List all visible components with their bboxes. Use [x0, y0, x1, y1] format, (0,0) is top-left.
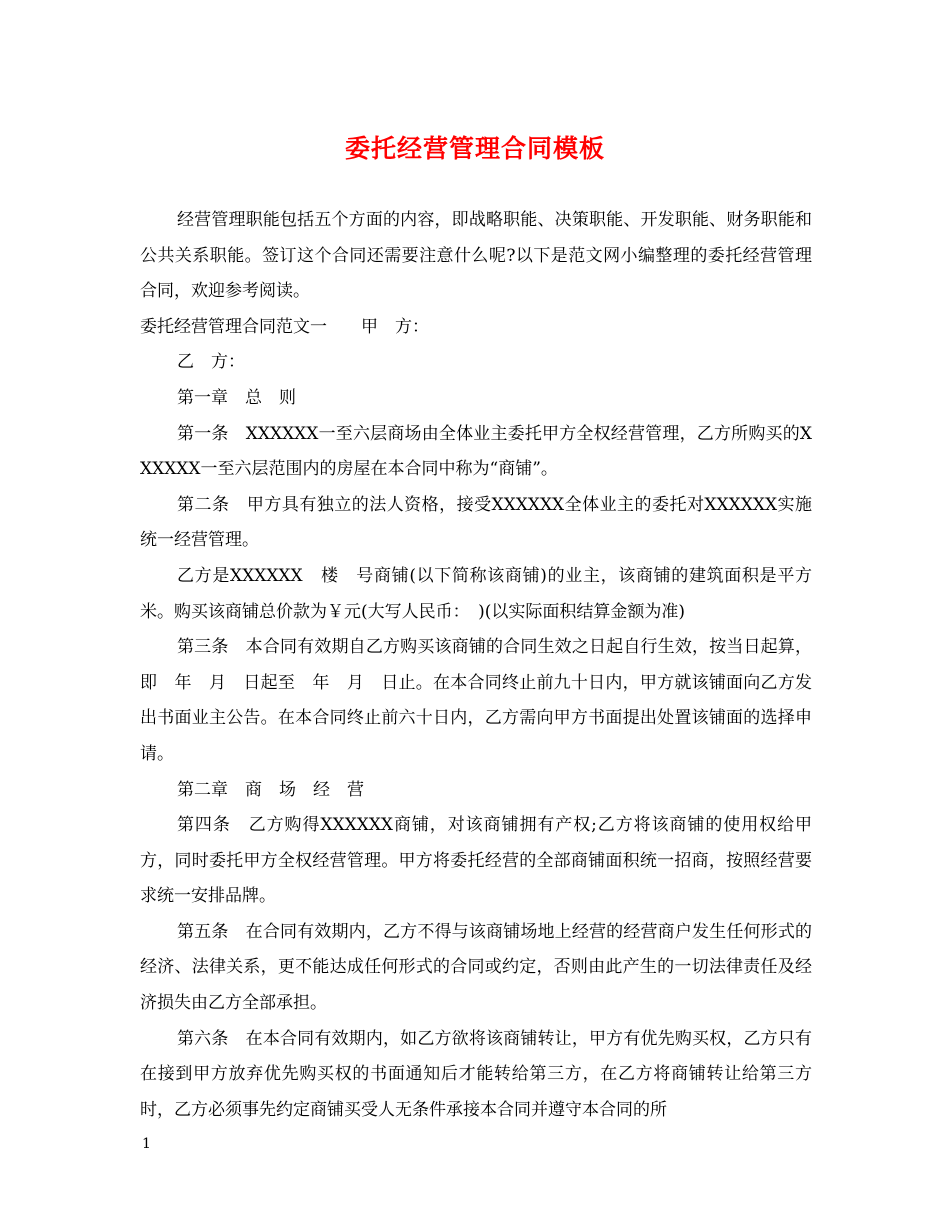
page-number: 1 — [142, 1136, 151, 1152]
paragraph: 第三条 本合同有效期自乙方购买该商铺的合同生效之日起自行生效，按当日起算，即 年 月 日起至 年 月 日止。在本合同终止前九十日内，甲方就该铺面向乙方发出书面业主公告。在本合同终止前六十日内，乙方需向甲方书面提出处置该铺面的选择申请。 — [140, 637, 812, 764]
chapter-heading: 第一章 总 则 — [177, 387, 296, 408]
paragraph: 第六条 在本合同有效期内，如乙方欲将该商铺转让，甲方有优先购买权，乙方只有在接到甲方放弃优先购买权的书面通知后才能转给第三方，在乙方将商铺转让给第三方时，乙方必须事先约定商铺买受人无条件承接本合同并遵守本合同的所 — [140, 1028, 812, 1120]
paragraph: 经营管理职能包括五个方面的内容，即战略职能、决策职能、开发职能、财务职能和公共关系职能。签订这个合同还需要注意什么呢?以下是范文网小编整理的委托经营管理合同，欢迎参考阅读。 — [140, 210, 812, 302]
paragraph: 第一条 XXXXXX一至六层商场由全体业主委托甲方全权经营管理，乙方所购买的XXXXXX一至六层范围内的房屋在本合同中称为“商铺”。 — [140, 423, 812, 480]
chapter-heading: 第二章 商 场 经 营 — [177, 779, 364, 800]
document-body — [140, 203, 812, 1128]
document-title: 委托经营管理合同模板 — [344, 134, 605, 163]
paragraph: 乙 方： — [177, 352, 245, 373]
paragraph: 第四条 乙方购得XXXXXX商铺，对该商铺拥有产权;乙方将该商铺的使用权给甲方，同时委托甲方全权经营管理。甲方将委托经营的全部商铺面积统一招商，按照经营要求统一安排品牌。 — [140, 815, 812, 907]
paragraph: 第五条 在合同有效期内，乙方不得与该商铺场地上经营的经营商户发生任何形式的经济、法律关系，更不能达成任何形式的合同或约定，否则由此产生的一切法律责任及经济损失由乙方全部承担。 — [140, 921, 812, 1014]
paragraph: 第二条 甲方具有独立的法人资格，接受XXXXXX全体业主的委托对XXXXXX实施统一经营管理。 — [140, 494, 812, 551]
paragraph: 乙方是XXXXXX 楼 号商铺(以下简称该商铺)的业主，该商铺的建筑面积是平方米。购买该商铺总价款为￥元(大写人民币： )(以实际面积结算金额为准) — [140, 565, 812, 622]
paragraph: 委托经营管理合同范文一 甲 方： — [140, 316, 429, 337]
